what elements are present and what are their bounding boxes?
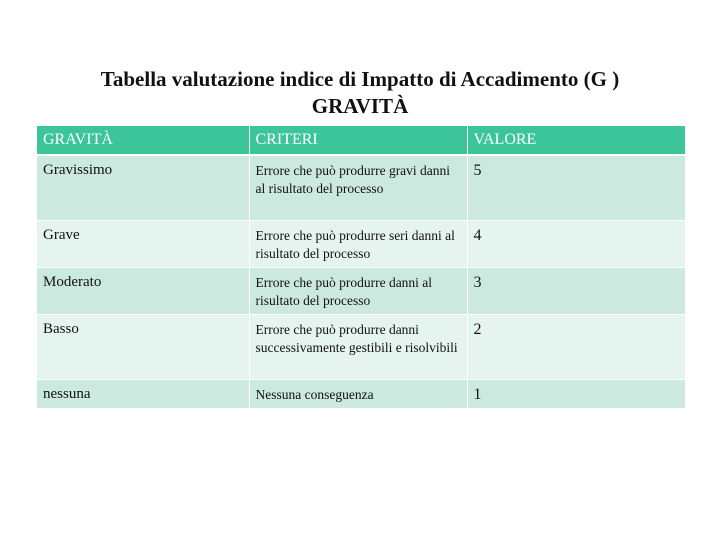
cell-gravita: Gravissimo [37,155,249,221]
table-row [37,155,685,221]
cell-criteri: Errore che può produrre danni successivamente gestibili e risolvibili [249,315,467,380]
header-criteri: CRITERI [249,126,467,155]
cell-criteri: Errore che può produrre gravi danni al risultato del processo [249,155,467,221]
cell-gravita: nessuna [37,380,249,409]
header-gravita: GRAVITÀ [37,126,249,155]
table-row [37,221,685,268]
cell-criteri: Nessuna conseguenza [249,380,467,409]
gravity-table [37,126,685,408]
page-title [40,66,680,120]
cell-criteri: Errore che può produrre danni al risultato del processo [249,268,467,315]
table-row [37,315,685,380]
title-line-2: GRAVITÀ [311,94,409,118]
table-row [37,268,685,315]
table-row [37,380,685,409]
header-valore: VALORE [467,126,685,155]
cell-valore: 5 [467,155,685,221]
cell-criteri: Errore che può produrre seri danni al risultato del processo [249,221,467,268]
table-header-row [37,126,685,155]
cell-gravita: Basso [37,315,249,380]
cell-valore: 1 [467,380,685,409]
cell-valore: 3 [467,268,685,315]
title-line-1: Tabella valutazione indice di Impatto di Accadimento (G ) [100,67,620,91]
cell-gravita: Grave [37,221,249,268]
cell-gravita: Moderato [37,268,249,315]
cell-valore: 2 [467,315,685,380]
cell-valore: 4 [467,221,685,268]
